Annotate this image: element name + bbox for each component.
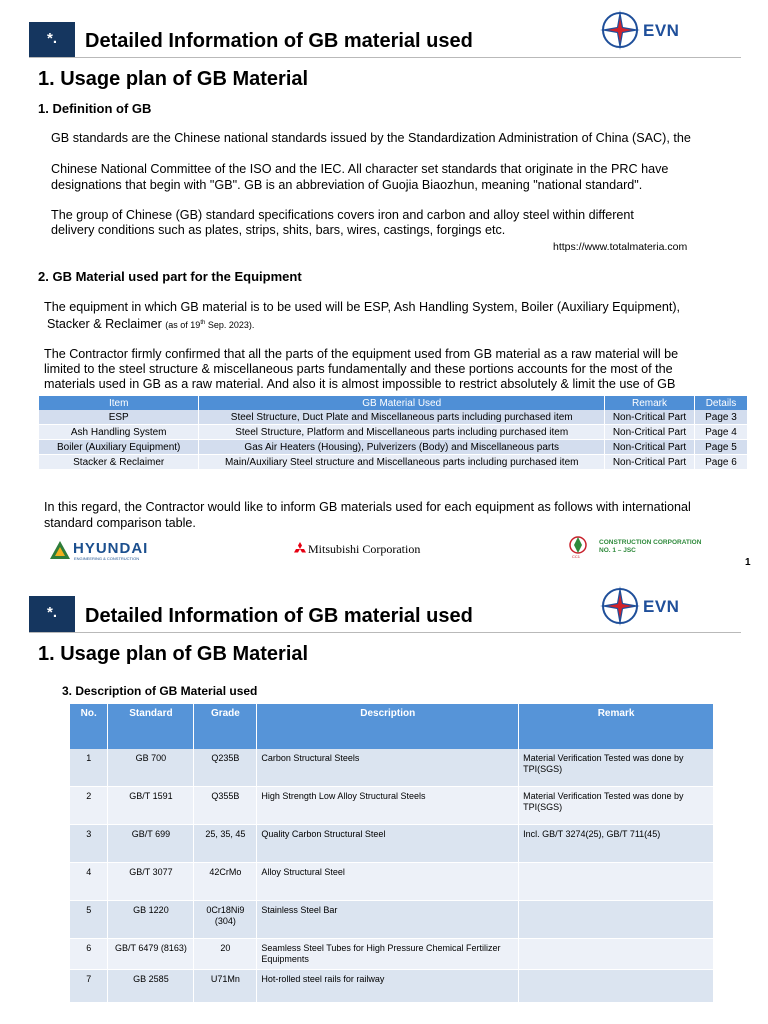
cell-no: 3: [70, 824, 108, 862]
cell-gb-material: Steel Structure, Platform and Miscellaneous parts including purchased item: [199, 425, 605, 440]
table-row: [70, 938, 714, 969]
page-heading: 1. Usage plan of GB Material: [38, 643, 309, 665]
page-heading: 1. Usage plan of GB Material: [38, 68, 309, 90]
cell-grade: Q355B: [194, 786, 257, 824]
cell-description: Hot-rolled steel rails for railway: [257, 969, 519, 1002]
cell-description: Stainless Steel Bar: [257, 900, 519, 938]
cell-remark: [519, 969, 714, 1002]
header-badge: *.: [29, 22, 75, 58]
closing-line-1: In this regard, the Contractor would like to inform GB materials used for each equipment as follows with international: [44, 500, 691, 514]
cell-standard: GB 1220: [108, 900, 194, 938]
equipment-table: [39, 396, 748, 470]
table-row: [70, 969, 714, 1002]
cell-item: ESP: [39, 410, 199, 425]
cell-item: Ash Handling System: [39, 425, 199, 440]
cell-remark: Material Verification Tested was done by TPI(SGS): [519, 786, 714, 824]
sec2-paragraph-1-line-1: The equipment in which GB material is to be used will be ESP, Ash Handling System, Boiler (Auxiliary Equipment),: [44, 300, 681, 314]
slide-2: [0, 580, 768, 1024]
table-row: [70, 824, 714, 862]
cell-gb-material: Steel Structure, Duct Plate and Miscellaneous parts including purchased item: [199, 410, 605, 425]
gb-material-table: [70, 704, 714, 1003]
col-header-gb-material: GB Material Used: [199, 396, 605, 410]
table-row: [70, 862, 714, 900]
cell-standard: GB/T 6479 (8163): [108, 938, 194, 969]
equipment-table-header: [39, 396, 748, 410]
gb-material-table-header: [70, 704, 714, 749]
cell-gb-material: Gas Air Heaters (Housing), Pulverizers (Body) and Miscellaneous parts: [199, 440, 605, 455]
col-header-remark: Remark: [519, 704, 714, 749]
header-title: Detailed Information of GB material used: [85, 30, 473, 52]
cell-remark: Incl. GB/T 3274(25), GB/T 711(45): [519, 824, 714, 862]
col-header-details: Details: [694, 396, 747, 410]
col-header-remark: Remark: [605, 396, 695, 410]
cell-gb-material: Main/Auxiliary Steel structure and Miscellaneous parts including purchased item: [199, 455, 605, 470]
cell-standard: GB/T 3077: [108, 862, 194, 900]
cell-grade: 42CrMo: [194, 862, 257, 900]
cell-standard: GB 700: [108, 749, 194, 786]
cell-item: Boiler (Auxiliary Equipment): [39, 440, 199, 455]
header-divider: [29, 57, 741, 58]
as-of-date-sup: th: [200, 320, 206, 326]
cell-grade: 25, 35, 45: [194, 824, 257, 862]
cell-no: 2: [70, 786, 108, 824]
cell-grade: Q235B: [194, 749, 257, 786]
cc1-logo-line-2: NO. 1 – JSC: [599, 547, 636, 554]
evn-star-icon: [599, 585, 641, 627]
table-row: [70, 786, 714, 824]
col-header-no: No.: [70, 704, 108, 749]
cell-details-link[interactable]: Page 3: [694, 410, 747, 425]
mitsubishi-logo-text: Mitsubishi Corporation: [308, 542, 421, 556]
sec2-paragraph-2-line-1: The Contractor firmly confirmed that all the parts of the equipment used from GB material as a raw material will be: [44, 347, 679, 361]
table-row: [39, 425, 748, 440]
evn-logo-text: EVN: [643, 597, 680, 616]
cell-no: 5: [70, 900, 108, 938]
sec1-paragraph-2-line-1: Chinese National Committee of the ISO and the IEC. All character set standards that originate in the PRC have: [51, 162, 669, 176]
cell-standard: GB/T 1591: [108, 786, 194, 824]
header-title: Detailed Information of GB material used: [85, 605, 473, 627]
cell-standard: GB 2585: [108, 969, 194, 1002]
cell-remark: Non-Critical Part: [605, 425, 695, 440]
section-2-title: 2. GB Material used part for the Equipment: [38, 269, 302, 284]
cell-remark: [519, 900, 714, 938]
cell-no: 4: [70, 862, 108, 900]
cell-description: High Strength Low Alloy Structural Steels: [257, 786, 519, 824]
evn-logo-text: EVN: [643, 21, 680, 40]
sec2-paragraph-2-line-2: limited to the steel structure & miscellaneous parts fundamentally and these portions accounts for the most of the: [44, 362, 673, 376]
sec2-paragraph-1-line-2-text: Stacker & Reclaimer: [47, 317, 162, 331]
col-header-grade: Grade: [194, 704, 257, 749]
sec1-paragraph-2-line-2: designations that begin with "GB". GB is an abbreviation of Guojia Biaozhun, meaning "national standard".: [51, 178, 643, 192]
cell-description: Quality Carbon Structural Steel: [257, 824, 519, 862]
cell-no: 6: [70, 938, 108, 969]
source-link[interactable]: https://www.totalmateria.com: [553, 241, 688, 253]
cell-no: 1: [70, 749, 108, 786]
evn-star-icon: [599, 9, 641, 51]
sec1-paragraph-3-line-1: The group of Chinese (GB) standard specifications covers iron and carbon and alloy steel within different: [51, 208, 634, 222]
table-row: [39, 410, 748, 425]
cell-description: Carbon Structural Steels: [257, 749, 519, 786]
cell-remark: Non-Critical Part: [605, 440, 695, 455]
cell-remark: [519, 862, 714, 900]
closing-line-2: standard comparison table.: [44, 516, 196, 530]
header-divider: [29, 632, 741, 633]
sec1-paragraph-1: GB standards are the Chinese national standards issued by the Standardization Administration of China (SAC), the: [51, 131, 691, 145]
header-badge: *.: [29, 596, 75, 632]
cell-remark: Non-Critical Part: [605, 410, 695, 425]
cell-remark: Material Verification Tested was done by TPI(SGS): [519, 749, 714, 786]
page-number: 1: [745, 557, 751, 568]
sec1-paragraph-3-line-2: delivery conditions such as plates, strips, shits, bars, wires, castings, forgings etc.: [51, 223, 506, 237]
hyundai-triangle-icon: [49, 540, 71, 560]
evn-logo: [599, 9, 689, 55]
cell-grade: 20: [194, 938, 257, 969]
table-row: [39, 440, 748, 455]
cell-details-link[interactable]: Page 4: [694, 425, 747, 440]
cell-details-link[interactable]: Page 6: [694, 455, 747, 470]
table-row: [70, 749, 714, 786]
cell-grade: 0Cr18Ni9 (304): [194, 900, 257, 938]
cc1-emblem-text: CC1: [572, 554, 581, 559]
cell-description: Seamless Steel Tubes for High Pressure Chemical Fertilizer Equipments: [257, 938, 519, 969]
col-header-standard: Standard: [108, 704, 194, 749]
section-3-title: 3. Description of GB Material used: [62, 684, 258, 698]
as-of-date-post: Sep. 2023).: [205, 320, 255, 330]
cell-remark: [519, 938, 714, 969]
sec2-paragraph-1-line-2: [47, 316, 254, 334]
cell-standard: GB/T 699: [108, 824, 194, 862]
cell-remark: Non-Critical Part: [605, 455, 695, 470]
cell-no: 7: [70, 969, 108, 1002]
cell-grade: U71Mn: [194, 969, 257, 1002]
cell-details-link[interactable]: Page 5: [694, 440, 747, 455]
table-row: [39, 455, 748, 470]
mitsubishi-diamonds-icon: [293, 542, 307, 555]
hyundai-logo-subtext: ENGINEERING & CONSTRUCTION: [74, 556, 140, 561]
section-1-title: 1. Definition of GB: [38, 101, 152, 116]
as-of-date-note: [165, 320, 254, 330]
col-header-item: Item: [39, 396, 199, 410]
col-header-description: Description: [257, 704, 519, 749]
evn-logo: [599, 585, 689, 631]
table-row: [70, 900, 714, 938]
cell-description: Alloy Structural Steel: [257, 862, 519, 900]
cell-item: Stacker & Reclaimer: [39, 455, 199, 470]
sec2-paragraph-2-line-3: materials used in GB as a raw material. And also it is almost impossible to restrict absolutely & limit the use of GB: [44, 377, 676, 391]
as-of-date-pre: (as of 19: [165, 320, 201, 330]
hyundai-logo-text: HYUNDAI: [73, 540, 149, 557]
cc1-logo-line-1: CONSTRUCTION CORPORATION: [599, 539, 702, 546]
